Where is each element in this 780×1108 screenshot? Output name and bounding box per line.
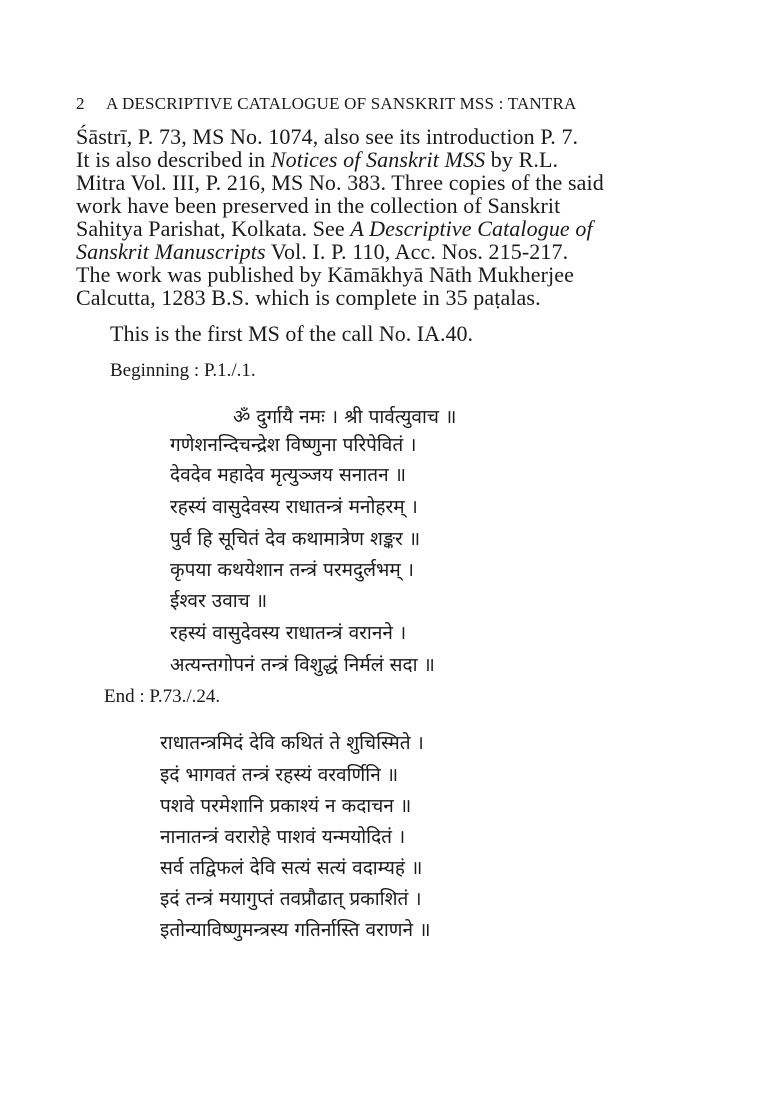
italic-title: Notices of Sanskrit MSS (270, 147, 486, 172)
paragraph-line (76, 217, 716, 240)
beginning-verse-line: रहस्यं वासुदेवस्य राधातन्त्रं वरानने । (170, 622, 407, 644)
end-verse-line: राधातन्त्रमिदं देवि कथितं ते शुचिस्मिते । (160, 732, 424, 754)
paragraph-line: work have been preserved in the collection of Sanskrit (76, 193, 561, 218)
beginning-verse-line: अत्यन्तगोपनं तन्त्रं विशुद्धं निर्मलं सदा ॥ (170, 654, 435, 676)
beginning-verse-line: ॐ दुर्गायै नमः । श्री पार्वत्युवाच ॥ (233, 406, 457, 428)
beginning-verse-line: गणेशनन्दिचन्द्रेश विष्णुना परिपेवितं । (170, 434, 417, 456)
paragraph-line: Calcutta, 1283 B.S. which is complete in 35 paṭalas. (76, 285, 541, 310)
end-verse-line: इदं तन्त्रं मयागुप्तं तवप्रौढात् प्रकाशितं । (160, 888, 422, 910)
beginning-verse-line: पुर्व हि सूचितं देव कथामात्रेण शङ्कर ॥ (170, 528, 421, 550)
text-run: Sahitya Parishat, Kolkata. See (76, 216, 351, 241)
page-number: 2 (76, 94, 85, 113)
text-run: by R.L. (485, 147, 559, 172)
text-run: It is also described in (76, 147, 271, 172)
running-header (76, 94, 696, 114)
end-verse-line: पशवे परमेशानि प्रकाश्यं न कदाचन ॥ (160, 795, 412, 817)
paragraph-line (76, 240, 716, 263)
paragraph-line (76, 148, 716, 171)
beginning-verse-line: देवदेव महादेव मृत्युञ्जय सनातन ॥ (170, 464, 407, 486)
beginning-verse-line: ईश्वर उवाच ॥ (170, 590, 268, 612)
end-verse-line: सर्व तद्विफलं देवि सत्यं सत्यं वदाम्यहं ॥ (160, 857, 423, 879)
italic-title: Sanskrit Manuscripts (76, 239, 266, 264)
running-title: A DESCRIPTIVE CATALOGUE OF SANSKRIT MSS : TANTRA (106, 94, 577, 113)
beginning-label: Beginning : P.1./.1. (110, 360, 256, 381)
text-run: Vol. I. P. 110, Acc. Nos. 215-217. (265, 239, 569, 264)
end-verse-line: नानातन्त्रं वरारोहे पाशवं यन्मयोदितं । (160, 826, 406, 848)
end-label: End : P.73./.24. (104, 686, 221, 707)
paragraph-line: Mitra Vol. III, P. 216, MS No. 383. Three copies of the said (76, 170, 604, 195)
call-number-line: This is the first MS of the call No. IA.40. (110, 321, 473, 346)
end-verse-line: इदं भागवतं तन्त्रं रहस्यं वरवर्णिनि ॥ (160, 764, 399, 786)
end-verse-line: इतोन्याविष्णुमन्त्रस्य गतिर्नास्ति वराणने ॥ (160, 919, 431, 941)
beginning-verse-line: कृपया कथयेशान तन्त्रं परमदुर्लभम् । (170, 559, 414, 581)
italic-title: A Descriptive Catalogue of (350, 216, 593, 241)
beginning-verse-line: रहस्यं वासुदेवस्य राधातन्त्रं मनोहरम् । (170, 496, 418, 518)
paragraph-line: The work was published by Kāmākhyā Nāth Mukherjee (76, 262, 574, 287)
description-paragraph (76, 125, 716, 309)
paragraph-line: Śāstrī, P. 73, MS No. 1074, also see its introduction P. 7. (76, 124, 579, 149)
